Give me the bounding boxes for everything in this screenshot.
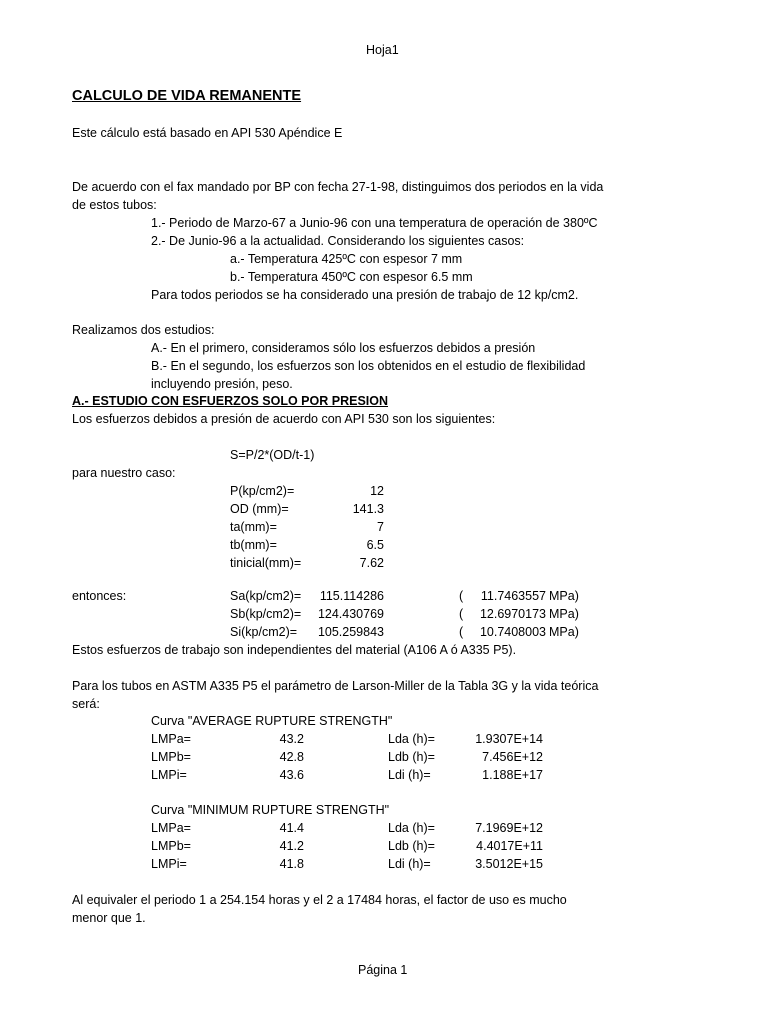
larson-line-2: será: (72, 697, 100, 711)
life-label: Ldi (h)= (388, 768, 431, 782)
lmp-value: 42.8 (279, 750, 304, 764)
study-b-line-1: B.- En el segundo, los esfuerzos son los obtenidos en el estudio de flexibilidad (151, 359, 586, 373)
pressure-note: Para todos periodos se ha considerado una presión de trabajo de 12 kp/cm2. (151, 288, 579, 302)
study-a: A.- En el primero, consideramos sólo los esfuerzos debidos a presión (151, 341, 536, 355)
curve-average: Curva "AVERAGE RUPTURE STRENGTH" (151, 714, 393, 728)
stress-label: Sa(kp/cm2)= (230, 589, 302, 603)
lmp-label: LMPa= (151, 821, 191, 835)
section-a-desc: Los esfuerzos debidos a presión de acuerdo con API 530 son los siguientes: (72, 412, 496, 426)
life-label: Ldb (h)= (388, 750, 435, 764)
life-value: 7.1969E+12 (475, 821, 543, 835)
fax-line-2: de estos tubos: (72, 198, 157, 212)
life-value: 3.5012E+15 (475, 857, 543, 871)
conclusion-line-2: menor que 1. (72, 911, 146, 925)
param-value: 141.3 (352, 502, 384, 516)
studies-intro: Realizamos dos estudios: (72, 323, 215, 337)
param-label: tinicial(mm)= (230, 556, 302, 570)
formula: S=P/2*(OD/t-1) (230, 448, 315, 462)
stress-label: Sb(kp/cm2)= (230, 607, 302, 621)
lmp-label: LMPi= (151, 768, 187, 782)
period-1: 1.- Periodo de Marzo-67 a Junio-96 con una temperatura de operación de 380ºC (151, 216, 598, 230)
curve-minimum: Curva "MINIMUM RUPTURE STRENGTH" (151, 803, 390, 817)
param-label: OD (mm)= (230, 502, 289, 516)
stress-unit: MPa) (549, 607, 579, 621)
lmp-label: LMPa= (151, 732, 191, 746)
independent-note: Estos esfuerzos de trabajo son independientes del material (A106 A ó A335 P5). (72, 643, 517, 657)
stress-unit: MPa) (549, 589, 579, 603)
paren-open: ( (459, 589, 464, 603)
param-label: ta(mm)= (230, 520, 277, 534)
page-title: CALCULO DE VIDA REMANENTE (72, 88, 302, 104)
intro-text: Este cálculo está basado en API 530 Apéndice E (72, 126, 343, 140)
param-label: tb(mm)= (230, 538, 277, 552)
life-label: Ldi (h)= (388, 857, 431, 871)
then-label: entonces: (72, 589, 127, 603)
param-value: 7.62 (359, 556, 384, 570)
life-value: 1.9307E+14 (475, 732, 543, 746)
stress-mpa: 12.6970173 (479, 607, 546, 621)
stress-value: 124.430769 (317, 607, 384, 621)
lmp-value: 43.2 (279, 732, 304, 746)
page-footer: Página 1 (358, 963, 408, 977)
sheet-header: Hoja1 (366, 43, 399, 57)
lmp-value: 41.2 (279, 839, 304, 853)
lmp-value: 41.4 (279, 821, 304, 835)
lmp-value: 43.6 (279, 768, 304, 782)
stress-value: 115.114286 (319, 589, 384, 603)
case-label: para nuestro caso: (72, 466, 176, 480)
life-value: 4.4017E+11 (476, 839, 543, 853)
study-b-line-2: incluyendo presión, peso. (151, 377, 293, 391)
lmp-label: LMPi= (151, 857, 187, 871)
stress-unit: MPa) (549, 625, 579, 639)
life-label: Ldb (h)= (388, 839, 435, 853)
paren-open: ( (459, 607, 464, 621)
life-label: Lda (h)= (388, 821, 435, 835)
conclusion-line-1: Al equivaler el periodo 1 a 254.154 horas y el 2 a 17484 horas, el factor de uso es mucho (72, 893, 567, 907)
param-value: 12 (370, 484, 384, 498)
lmp-label: LMPb= (151, 839, 191, 853)
lmp-label: LMPb= (151, 750, 191, 764)
lmp-value: 41.8 (279, 857, 304, 871)
param-label: P(kp/cm2)= (230, 484, 295, 498)
larson-line-1: Para los tubos en ASTM A335 P5 el parámetro de Larson-Miller de la Tabla 3G y la vida teórica (72, 679, 599, 693)
fax-line-1: De acuerdo con el fax mandado por BP con fecha 27-1-98, distinguimos dos periodos en la vida (72, 180, 604, 194)
stress-label: Si(kp/cm2)= (230, 625, 298, 639)
case-b: b.- Temperatura 450ºC con espesor 6.5 mm (230, 270, 473, 284)
stress-mpa: 10.7408003 (479, 625, 546, 639)
period-2: 2.- De Junio-96 a la actualidad. Considerando los siguientes casos: (151, 234, 525, 248)
life-value: 1.188E+17 (482, 768, 543, 782)
life-value: 7.456E+12 (482, 750, 543, 764)
stress-mpa: 11.7463557 (480, 589, 546, 603)
stress-value: 105.259843 (317, 625, 384, 639)
paren-open: ( (459, 625, 464, 639)
param-value: 6.5 (366, 538, 384, 552)
param-value: 7 (377, 520, 384, 534)
life-label: Lda (h)= (388, 732, 435, 746)
case-a: a.- Temperatura 425ºC con espesor 7 mm (230, 252, 463, 266)
section-a-title: A.- ESTUDIO CON ESFUERZOS SOLO POR PRESION (72, 394, 389, 408)
